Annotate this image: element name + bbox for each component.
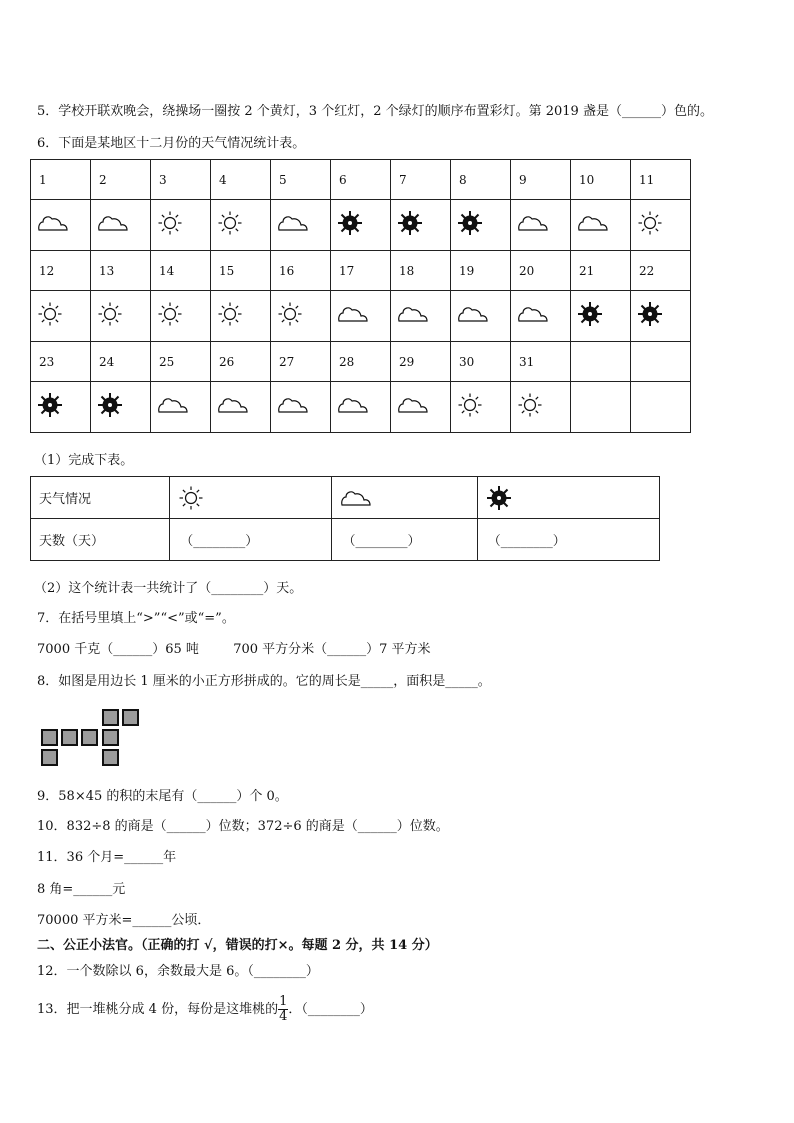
grid-square <box>102 729 119 746</box>
question-13 <box>37 993 373 1027</box>
weather-day-cell: 13 <box>91 251 151 291</box>
summary-cloud-cell <box>332 477 477 519</box>
weather-day-cell: 26 <box>211 342 271 382</box>
weather-icon-cell <box>571 382 631 433</box>
summary-row-days <box>31 519 660 561</box>
cloud-icon <box>340 488 372 508</box>
section-2-title: 二、公正小法官。（正确的打 √，错误的打×。每题 2 分，共 14 分） <box>37 938 438 953</box>
grid-square <box>41 729 58 746</box>
weather-icon-cell <box>391 291 451 342</box>
weather-icon-cell <box>151 200 211 251</box>
weather-day-cell: 5 <box>271 160 331 200</box>
weather-day-cell: 12 <box>31 251 91 291</box>
question-12: 12．一个数除以 6，余数最大是 6。（________） <box>37 964 319 979</box>
weather-day-cell: 23 <box>31 342 91 382</box>
weather-day-cell: 20 <box>511 251 571 291</box>
weather-icon-cell <box>31 200 91 251</box>
question-8: 8．如图是用边长 1 厘米的小正方形拼成的。它的周长是_____，面积是_____。 <box>37 674 491 689</box>
weather-icon-cell <box>511 382 571 433</box>
summary-sun-cell <box>170 477 332 519</box>
cloud-icon <box>217 395 249 415</box>
question-7-items <box>37 641 431 659</box>
weather-day-cell: 30 <box>451 342 511 382</box>
cloud-icon <box>397 304 429 324</box>
weather-day-cell: 22 <box>631 251 691 291</box>
weather-icon-cell <box>391 382 451 433</box>
question-5 <box>37 103 713 121</box>
summary-blank-sun[interactable]: （________） <box>170 519 332 561</box>
sun-icon <box>157 210 183 236</box>
summary-blank-snow[interactable]: （________） <box>477 519 659 561</box>
weather-icon-cell <box>451 291 511 342</box>
cloud-icon <box>517 304 549 324</box>
weather-day-row <box>31 160 691 200</box>
summary-snow-cell <box>477 477 659 519</box>
summary-row-weather <box>31 477 660 519</box>
weather-day-cell: 18 <box>391 251 451 291</box>
sun-icon <box>97 301 123 327</box>
summary-blank-cloud[interactable]: （________） <box>332 519 477 561</box>
snow-icon <box>486 485 512 511</box>
q5-blank[interactable]: ______ <box>621 104 661 119</box>
question-11-line3: 70000 平方米=______公顷． <box>37 913 211 928</box>
cloud-icon <box>577 213 609 233</box>
sun-icon <box>37 301 63 327</box>
q5-text-after: ）色的。 <box>660 104 713 119</box>
summary-label-weather: 天气情况 <box>31 477 170 519</box>
weather-day-cell: 21 <box>571 251 631 291</box>
cloud-icon <box>97 213 129 233</box>
weather-day-cell: 10 <box>571 160 631 200</box>
weather-icon-cell <box>331 291 391 342</box>
question-6-title: 6．下面是某地区十二月份的天气情况统计表。 <box>37 136 306 151</box>
weather-day-cell: 4 <box>211 160 271 200</box>
weather-icon-cell <box>631 291 691 342</box>
sun-icon <box>517 392 543 418</box>
weather-icon-cell <box>271 291 331 342</box>
weather-day-row <box>31 342 691 382</box>
cloud-icon <box>157 395 189 415</box>
weather-day-cell <box>571 342 631 382</box>
q5-text-before: 5．学校开联欢晚会，绕操场一圈按 2 个黄灯，3 个红灯，2 个绿灯的顺序布置彩灯。第 2019 盏是（ <box>37 104 622 119</box>
weather-day-cell: 11 <box>631 160 691 200</box>
sun-icon <box>637 210 663 236</box>
weather-icon-cell <box>631 200 691 251</box>
weather-icon-cell <box>571 200 631 251</box>
weather-icon-cell <box>451 382 511 433</box>
weather-day-cell: 7 <box>391 160 451 200</box>
weather-day-cell: 24 <box>91 342 151 382</box>
weather-table <box>30 159 691 433</box>
weather-icon-cell <box>211 291 271 342</box>
weather-icon-cell <box>331 200 391 251</box>
question-11-line1: 11．36 个月=______年 <box>37 850 177 865</box>
sun-icon <box>178 485 204 511</box>
weather-day-row <box>31 251 691 291</box>
snow-icon <box>97 392 123 418</box>
weather-day-cell: 31 <box>511 342 571 382</box>
question-10: 10．832÷8 的商是（______）位数；372÷6 的商是（______）位数。 <box>37 819 449 834</box>
weather-day-cell: 2 <box>91 160 151 200</box>
weather-icon-cell <box>151 291 211 342</box>
sun-icon <box>157 301 183 327</box>
weather-icon-cell <box>631 382 691 433</box>
weather-day-cell: 27 <box>271 342 331 382</box>
cloud-icon <box>517 213 549 233</box>
q6-part2: （2）这个统计表一共统计了（________）天。 <box>34 581 303 596</box>
weather-icon-row <box>31 291 691 342</box>
sun-icon <box>277 301 303 327</box>
q13-fraction <box>278 995 288 1024</box>
summary-table <box>30 476 660 561</box>
q7-item1: 7000 千克（______）65 吨 <box>37 642 199 657</box>
weather-icon-cell <box>511 291 571 342</box>
grid-square <box>81 729 98 746</box>
grid-square <box>102 749 119 766</box>
weather-day-cell: 1 <box>31 160 91 200</box>
weather-icon-cell <box>211 382 271 433</box>
fraction-numerator: 1 <box>279 994 288 1009</box>
weather-day-cell: 9 <box>511 160 571 200</box>
weather-day-cell: 29 <box>391 342 451 382</box>
sun-icon <box>217 210 243 236</box>
weather-icon-cell <box>451 200 511 251</box>
grid-square <box>61 729 78 746</box>
cloud-icon <box>37 213 69 233</box>
question-7-title: 7．在括号里填上“>”“<”或“=”。 <box>37 611 235 626</box>
weather-icon-cell <box>31 291 91 342</box>
snow-icon <box>577 301 603 327</box>
weather-day-cell: 3 <box>151 160 211 200</box>
cloud-icon <box>337 395 369 415</box>
weather-icon-cell <box>91 200 151 251</box>
q8-square-figure <box>41 709 142 767</box>
weather-icon-cell <box>91 382 151 433</box>
snow-icon <box>397 210 423 236</box>
q13-text-after: ．（________） <box>288 1002 373 1017</box>
weather-day-cell <box>631 342 691 382</box>
weather-icon-cell <box>391 200 451 251</box>
weather-icon-cell <box>91 291 151 342</box>
snow-icon <box>37 392 63 418</box>
sun-icon <box>457 392 483 418</box>
weather-icon-cell <box>31 382 91 433</box>
cloud-icon <box>457 304 489 324</box>
question-11-line2: 8 角=______元 <box>37 882 126 897</box>
weather-icon-cell <box>571 291 631 342</box>
summary-label-days: 天数（天） <box>31 519 170 561</box>
weather-day-cell: 17 <box>331 251 391 291</box>
cloud-icon <box>337 304 369 324</box>
grid-square <box>122 709 139 726</box>
snow-icon <box>457 210 483 236</box>
snow-icon <box>637 301 663 327</box>
cloud-icon <box>277 395 309 415</box>
q7-item2: 700 平方分米（______）7 平方米 <box>233 642 431 657</box>
weather-day-cell: 8 <box>451 160 511 200</box>
question-9: 9．58×45 的积的末尾有（______）个 0。 <box>37 789 288 804</box>
q13-text-before: 13．把一堆桃分成 4 份，每份是这堆桃的 <box>37 1002 279 1017</box>
weather-day-cell: 16 <box>271 251 331 291</box>
sun-icon <box>217 301 243 327</box>
snow-icon <box>337 210 363 236</box>
cloud-icon <box>397 395 429 415</box>
weather-icon-cell <box>151 382 211 433</box>
weather-icon-cell <box>271 382 331 433</box>
weather-day-cell: 15 <box>211 251 271 291</box>
fraction-denominator: 4 <box>279 1009 288 1024</box>
weather-icon-row <box>31 200 691 251</box>
q6-part1: （1）完成下表。 <box>34 453 134 468</box>
cloud-icon <box>277 213 309 233</box>
weather-day-cell: 28 <box>331 342 391 382</box>
grid-square <box>102 709 119 726</box>
weather-icon-cell <box>271 200 331 251</box>
weather-day-cell: 6 <box>331 160 391 200</box>
weather-day-cell: 25 <box>151 342 211 382</box>
weather-icon-cell <box>331 382 391 433</box>
weather-day-cell: 19 <box>451 251 511 291</box>
grid-square <box>41 749 58 766</box>
weather-icon-cell <box>511 200 571 251</box>
weather-icon-row <box>31 382 691 433</box>
weather-icon-cell <box>211 200 271 251</box>
weather-day-cell: 14 <box>151 251 211 291</box>
